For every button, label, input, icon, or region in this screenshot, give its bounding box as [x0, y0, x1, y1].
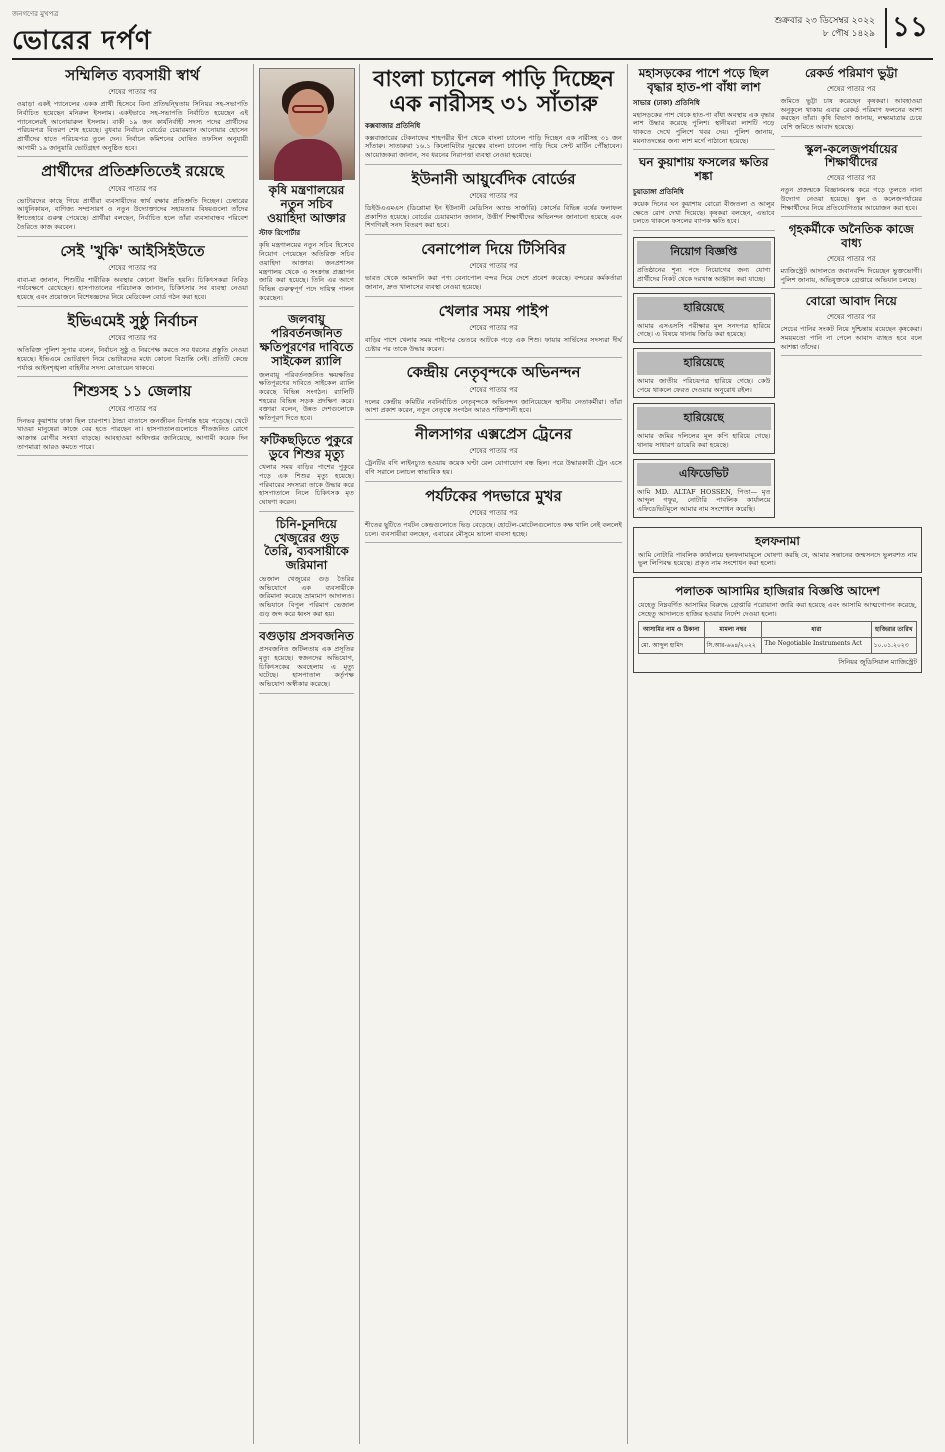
story-body: বাবা-মা জানান, শিশুটির শারীরিক অবস্থার কোনো উন্নতি হয়নি। চিকিৎসকরা নিবিড় পর্যবেক্ষণে রেখেছেন। হাসপাতালের পরিচালক জানান, চিকিৎসার সব ব্যবস্থা নেওয়া হয়েছে এবং প্রয়োজনে বিশেষজ্ঞদের নিয়ে মেডিকেল বোর্ড গঠন করা হবে। — [17, 275, 248, 302]
headline: ইভিএমেই সুষ্ঠু নির্বাচন — [67, 311, 198, 330]
story-body: ম্যাজিস্ট্রেট আদালতে জবানবন্দি দিয়েছেন ভুক্তভোগী। পুলিশ জানায়, অভিযুক্তকে গ্রেপ্তারে অভিযান চলছে। — [780, 266, 922, 284]
headline: ইউনানী আয়ুর্বেদিক বোর্ডের — [411, 169, 576, 188]
page-number: ১১ — [885, 8, 933, 48]
continuation: শেষের পাতার পর — [469, 191, 518, 200]
continuation: শেষের পাতার পর — [469, 323, 518, 332]
continuation: শেষের পাতার পর — [469, 508, 518, 517]
col4-right — [781, 64, 923, 523]
continuation: শেষের পাতার পর — [108, 404, 157, 413]
table-header: আসামির নাম ও ঠিকানা — [639, 622, 705, 638]
story-secretary — [259, 184, 354, 307]
story-body: শীতের ছুটিতে পর্যটন কেন্দ্রগুলোতে ভিড় বেড়েছে। হোটেল-মোটেলগুলোতে কক্ষ খালি নেই বললেই চলে। ব্যবসায়ীরা বলছেন, এবারের মৌসুমে ভালো ব্যবসা হচ্ছে। — [365, 520, 622, 538]
ad-title: এফিডেভিট — [637, 463, 771, 486]
continuation: শেষের পাতার পর — [108, 263, 157, 272]
story-cold — [17, 383, 248, 456]
table-row — [639, 638, 917, 654]
story-body: ভারত থেকে আমদানি করা পণ্য বেনাপোল বন্দর দিয়ে দেশে প্রবেশ করেছে। বন্দরের কর্মকর্তারা জানান, দ্রুত খালাসের ব্যবস্থা নেওয়া হয়েছে। — [365, 274, 622, 292]
story-business — [17, 67, 248, 157]
story-pipe — [365, 303, 622, 359]
headline: সম্মিলিত ব্যবসায়ী স্বার্থ — [65, 66, 200, 84]
headline: সেই 'খুকি' আইসিইউতে — [60, 241, 205, 260]
notice-signature: সিনিয়র জুডিসিয়াল ম্যাজিস্ট্রেট — [838, 658, 917, 667]
ad-body: প্রতিষ্ঠানের শূন্য পদে নিয়োগের জন্য যোগ্য প্রার্থীদের নিকট থেকে দরখাস্ত আহ্বান করা যাচ্ছে। — [637, 266, 771, 283]
table-header-row — [639, 622, 917, 638]
ad-halafnama — [633, 527, 922, 573]
story-students — [781, 143, 923, 218]
headline: রেকর্ড পরিমাণ ভুট্টা — [804, 66, 898, 80]
story-body: খেলার সময় বাড়ির পাশের পুকুরে পড়ে এক শিশুর মৃত্যু হয়েছে। পরিবারের সদস্যরা তাকে উদ্ধার করে হাসপাতালে নিলে চিকিৎসক মৃত ঘোষণা করেন। — [259, 463, 354, 507]
headline: শিশুসহ ১১ জেলায় — [73, 382, 192, 401]
story-body: জমিতে ভুট্টা চাষ করেছেন কৃষকরা। আবহাওয়া অনুকূলে থাকায় এবার রেকর্ড পরিমাণ ফলনের আশা করছেন তাঁরা। কৃষি বিভাগ জানায়, লক্ষ্যমাত্রার চেয়ে বেশি জমিতে আবাদ হয়েছে। — [780, 96, 922, 131]
headline: বাংলা চ্যানেল পাড়ি দিচ্ছেন এক নারীসহ ৩১ সাঁতারু — [373, 67, 614, 118]
masthead — [12, 8, 933, 60]
table-header: মামলা নম্বর — [704, 622, 762, 638]
ad-affidavit — [633, 459, 775, 518]
byline: চুয়াডাঙ্গা প্রতিনিধি — [633, 187, 684, 196]
table-cell: The Negotiable Instruments Act — [762, 638, 871, 654]
byline: সাভার (ঢাকা) প্রতিনিধি — [633, 97, 700, 107]
story-body: জলবায়ু পরিবর্তনজনিত ক্ষয়ক্ষতির ক্ষতিপূরণের দাবিতে সাইকেল র‍্যালি করেছে বিভিন্ন সংগঠন। র‍্যালিটি শহরের বিভিন্ন সড়ক প্রদক্ষিণ করে। বক্তারা বলেন, উন্নত দেশগুলোকে ক্ষতিপূরণ দিতে হবে। — [259, 370, 354, 423]
story-fog — [633, 156, 775, 231]
continuation: শেষের পাতার পর — [469, 262, 518, 271]
story-maize — [781, 67, 923, 137]
story-unani — [365, 171, 622, 235]
story-body: দলের কেন্দ্রীয় কমিটির নবনির্বাচিত নেতৃবৃন্দকে অভিনন্দন জানিয়েছেন স্থানীয় নেতাকর্মীরা। তাঁরা আশা প্রকাশ করেন, নতুন নেতৃত্বে সংগঠন আরও শক্তিশালী হবে। — [365, 397, 622, 415]
notice-body: যেহেতু নিম্নবর্ণিত আসামির বিরুদ্ধে গ্রেপ্তারি পরোয়ানা জারি করা হয়েছে এবং আসামি আত্মগোপন করেছে, সেহেতু আদালতে হাজির হওয়ার নির্দেশ দেওয়া হলো। — [638, 600, 917, 618]
headline: নীলসাগর এক্সপ্রেস ট্রেনের — [415, 425, 572, 444]
story-body: কয়েক দিনের ঘন কুয়াশায় বোরো বীজতলা ও আলুর ক্ষেতে রোগ দেখা দিয়েছে। কৃষকরা বলছেন, এভাবে চলতে থাকলে ফসলের ব্যাপক ক্ষতি হবে। — [633, 200, 775, 226]
story-body: মহাসড়কের পাশ থেকে হাত-পা বাঁধা অবস্থায় এক বৃদ্ধার লাশ উদ্ধার করেছে পুলিশ। স্থানীয়রা লাশটি পড়ে থাকতে দেখে পুলিশে খবর দেয়। পুলিশ জানায়, ময়নাতদন্তের জন্য লাশ মর্গে পাঠানো হয়েছে। — [633, 110, 775, 145]
headline: বেনাপোল দিয়ে টিসিবির — [421, 240, 566, 259]
continuation: শেষের পাতার পর — [469, 447, 518, 456]
date-bangla: ৮ পৌষ ১৪২৯ — [822, 29, 875, 39]
headline: কেন্দ্রীয় নেতৃবৃন্দকে অভিনন্দন — [406, 363, 581, 382]
story-housemaid — [781, 223, 923, 289]
headline: চিনি-চুনদিয়ে খেজুরের গুড় তৈরি, ব্যবসায়ীকে জরিমানা — [264, 516, 349, 573]
table-cell: ১০.০১.২০২৩ — [871, 638, 916, 654]
date-gregorian: শুক্রবার ২৩ ডিসেম্বর ২০২২ — [774, 16, 875, 27]
column-4 — [628, 64, 927, 1444]
column-3 — [360, 64, 628, 1444]
notice-title: পলাতক আসামির হাজিরার বিজ্ঞপ্তি আদেশ — [675, 584, 880, 599]
story-body: ডিইউএএমএস (ডিপ্লোমা ইন ইউনানী মেডিসিন অ্যান্ড সার্জারি) কোর্সের বিভিন্ন বর্ষের ফলাফল প্রকাশিত হয়েছে। বোর্ডের চেয়ারম্যান জানান, উত্তীর্ণ শিক্ষার্থীদের অভিনন্দন জানানো হয়েছে এবং শিগগিরই সনদ বিতরণ করা হবে। — [365, 203, 622, 230]
story-body: কক্সবাজারের টেকনাফের শাহপরীর দ্বীপ থেকে বাংলা চ্যানেল পাড়ি দিচ্ছেন এক নারীসহ ৩১ জন সাঁতারু। সাতারুরা ১৬.১ কিলোমিটার দূরত্বের বাংলা চ্যানেল পাড়ি দিয়ে সেন্ট মার্টিন পৌঁছাবেন। আয়োজকরা জানান, সব ধরনের নিরাপত্তা ব্যবস্থা নেওয়া হয়েছে। — [365, 133, 622, 159]
story-body: সেচের পানির সংকট নিয়ে দুশ্চিন্তায় রয়েছেন কৃষকেরা। সময়মতো পানি না পেলে আবাদ ব্যাহত হবে বলে আশঙ্কা তাঁদের। — [780, 325, 922, 351]
continuation: শেষের পাতার পর — [827, 84, 876, 93]
story-congrats — [365, 364, 622, 420]
story-evm — [17, 313, 248, 377]
story-drowning — [259, 434, 354, 512]
story-climate-rally — [259, 313, 354, 427]
story-body: ভোটারদের কাছে গিয়ে প্রার্থীরা ব্যবসায়ীদের স্বার্থ রক্ষার প্রতিশ্রুতি দিচ্ছেন। চেম্বারের আধুনিকায়ন, বাণিজ্য সম্প্রসারণ ও নতুন উদ্যোক্তাদের সহায়তার বিষয়গুলো তাঁদের ইশতেহারে গুরুত্ব পেয়েছে। প্রার্থীরা বলছেন, নির্বাচিত হলে তাঁরা ব্যবসাবান্ধব পরিবেশ তৈরিতে কাজ করবেন। — [17, 196, 248, 231]
story-body: নতুন প্রজন্মকে বিজ্ঞানমনস্ক করে গড়ে তুলতে নানা উদ্যোগ নেওয়া হয়েছে। স্কুল ও কলেজপর্যায়ের শিক্ষার্থীদের নিয়ে প্রতিযোগিতার আয়োজন করা হবে। — [780, 186, 922, 212]
ad-lost-1 — [633, 293, 775, 343]
ad-title: হলফনামা — [755, 533, 800, 548]
column-2 — [254, 64, 360, 1444]
continuation: শেষের পাতার পর — [827, 313, 876, 322]
table-header: ধারা — [762, 622, 871, 638]
ad-title: হারিয়েছে — [637, 407, 771, 430]
column-1 — [12, 64, 254, 1444]
continuation: শেষের পাতার পর — [469, 385, 518, 394]
headline: বগুড়ায় প্রসবজনিত — [259, 628, 354, 643]
story-body: দিনভর কুয়াশায় ঢাকা ছিল চারপাশ। ঠান্ডা বাতাসে জনজীবন বিপর্যস্ত হয়ে পড়েছে। খেটে খাওয়া মানুষেরা কাজে বের হতে পারছেন না। হাসপাতালগুলোতে শীতজনিত রোগে আক্রান্ত রোগীর সংখ্যা বাড়ছে। আবহাওয়া অধিদপ্তর জানিয়েছে, আগামী কয়েক দিন তাপমাত্রা আরও কমতে পারে। — [17, 416, 248, 451]
continuation: শেষের পাতার পর — [108, 88, 157, 97]
story-body: বাড়ির পাশে খেলার সময় পাইপের ভেতরে আটকে পড়ে এক শিশু। ফায়ার সার্ভিসের সদস্যরা দীর্ঘ চেষ্টার পর তাকে উদ্ধার করেন। — [365, 335, 622, 353]
headline: গৃহকর্মীকে অনৈতিক কাজে বাধ্য — [788, 222, 914, 251]
story-candidates — [17, 163, 248, 236]
ad-body: আমার জাতীয় পরিচয়পত্র হারিয়ে গেছে। কেউ পেয়ে থাকলে ফেরত দেওয়ার অনুরোধ রইল। — [637, 376, 771, 394]
story-icu — [17, 243, 248, 307]
ad-title: নিয়োগ বিজ্ঞপ্তি — [637, 241, 771, 264]
headline: কৃষি মন্ত্রণালয়ের নতুন সচিব ওয়াহিদা আক্তার — [267, 183, 346, 225]
ad-lost-3 — [633, 403, 775, 453]
portrait-photo — [259, 68, 355, 180]
headline: পর্যটকের পদভারে মুখর — [425, 486, 562, 505]
ad-body: আমার জমির দলিলের মূল কপি হারিয়ে গেছে। থানায় সাধারণ ডায়েরি করা হয়েছে। — [637, 432, 771, 450]
story-body-found — [633, 67, 775, 150]
masthead-left — [12, 8, 152, 64]
story-boro — [781, 295, 923, 356]
issue-date — [774, 15, 875, 40]
headline: জলবায়ু পরিবর্তনজনিত ক্ষতিপূরণের দাবিতে সাইকেল র‍্যালি — [259, 312, 354, 368]
table-cell: মো. আব্দুল হামিদ — [639, 638, 705, 654]
story-tourists — [365, 488, 622, 544]
headline: ফটিকছড়িতে পুকুরে ডুবে শিশুর মৃত্যু — [260, 432, 353, 461]
ad-title: হারিয়েছে — [637, 352, 771, 375]
story-benapole — [365, 241, 622, 297]
story-body: প্রসবজনিত জটিলতায় এক প্রসূতির মৃত্যু হয়েছে। স্বজনদের অভিযোগ, চিকিৎসকের অবহেলায় এ মৃত্যু ঘটেছে। হাসপাতাল কর্তৃপক্ষ অভিযোগ অস্বীকার করেছে। — [259, 645, 354, 689]
byline: কক্সবাজার প্রতিনিধি — [365, 120, 421, 130]
headline: প্রার্থীদের প্রতিশ্রুতিতেই রয়েছে — [41, 162, 224, 181]
story-body: কৃষি মন্ত্রণালয়ের নতুন সচিব হিসেবে নিয়োগ পেয়েছেন অতিরিক্ত সচিব ওয়াহিদা আক্তার। জনপ্রশাসন মন্ত্রণালয় থেকে এ সংক্রান্ত প্রজ্ঞাপন জারি করা হয়েছে। তিনি এর আগে বিভিন্ন গুরুত্বপূর্ণ পদে দায়িত্ব পালন করেছেন। — [259, 241, 354, 302]
table-header: হাজিরার তারিখ — [871, 622, 916, 638]
notice-table — [638, 621, 917, 654]
ad-lost-2 — [633, 348, 775, 398]
headline: বোরো আবাদ নিয়ে — [805, 294, 897, 309]
ad-body: আমি নোটারি পাবলিক কার্যালয়ে হলফনামামূলে ঘোষণা করছি যে, আমার সন্তানের জন্মসনদে ভুলবশত নাম ভুল লিপিবদ্ধ হয়েছে। প্রকৃত নাম সংশোধন করা হলো। — [638, 550, 917, 568]
byline: স্টাফ রিপোর্টার — [259, 228, 301, 238]
story-body: ট্রেনটির বগি লাইনচ্যুত হওয়ায় কয়েক ঘণ্টা রেল যোগাযোগ বন্ধ ছিল। পরে উদ্ধারকারী ট্রেন এসে বগি সরালে চলাচল স্বাভাবিক হয়। — [365, 459, 622, 476]
headline: মহাসড়কের পাশে পড়ে ছিল বৃদ্ধার হাত-পা বাঁধা লাশ — [638, 66, 769, 94]
continuation: শেষের পাতার পর — [108, 184, 157, 193]
continuation: শেষের পাতার পর — [108, 334, 157, 343]
columns — [12, 64, 933, 1444]
continuation: শেষের পাতার পর — [827, 254, 876, 263]
ad-body: আমি MD. ALTAF HOSSEN, পিতা— মৃত আব্দুল গফুর, নোটারি পাবলিক কার্যালয়ে এফিডেভিটমূলে আমার নাম সংশোধন করেছি। — [637, 487, 771, 514]
story-body: ভেজাল খেজুরের গুড় তৈরির অভিযোগে এক ব্যবসায়ীকে জরিমানা করেছে ভ্রাম্যমাণ আদালত। অভিযানে বিপুল পরিমাণ ভেজাল গুড় জব্দ করে ধ্বংস করা হয়। — [259, 575, 354, 618]
headline: ঘন কুয়াশায় ফসলের ক্ষতির শঙ্কা — [638, 155, 769, 184]
col4-left — [633, 64, 775, 523]
court-notice — [633, 577, 922, 673]
ad-body: আমার এসএসসি পরীক্ষার মূল সনদপত্র হারিয়ে গেছে। এ বিষয়ে থানায় জিডি করা হয়েছে। — [637, 321, 771, 339]
paper-logo: ভোরের দর্পণ — [12, 26, 152, 56]
table-cell: সি.আর-৬৬৪/২০২২ — [704, 638, 762, 654]
story-body: অতিরিক্ত পুলিশ সুপার বলেন, নির্বাচন সুষ্ঠু ও নিরপেক্ষ করতে সব ধরনের প্রস্তুতি নেওয়া হয়েছে। ইভিএমে ভোটগ্রহণ নিয়ে ভোটারদের মধ্যে কোনো বিভ্রান্তি নেই। প্রতিটি কেন্দ্রে পর্যাপ্ত আইনশৃঙ্খলা বাহিনীর সদস্য মোতায়েন থাকবে। — [17, 346, 248, 372]
masthead-right — [774, 8, 933, 48]
story-molasses — [259, 518, 354, 624]
headline: খেলার সময় পাইপ — [438, 301, 549, 320]
story-bogura — [259, 630, 354, 694]
story-train — [365, 426, 622, 482]
ad-recruitment — [633, 237, 775, 287]
ad-title: হারিয়েছে — [637, 297, 771, 320]
story-swimmers — [365, 67, 622, 165]
continuation: শেষের পাতার পর — [827, 174, 876, 183]
story-body: ওয়াড়া একই প্যানেলের একক প্রার্থী হিসেবে বিনা প্রতিদ্বন্দ্বিতায় সিনিয়র সহ-সভাপতি নির্বাচিত হয়েছেন মনিরুল ইসলাম। একইভাবে সহ-সভাপতি নির্বাচিত হয়েছেন এই প্যানেলেরই আনোয়ারুল ইসলাম। বাকী ১৯ জন কার্যনির্বাহী সদস্য পদের প্রার্থীদের পরিচয়পত্র বিতরণ শেষ হয়েছে। বুধবার নির্বাচন বোর্ডের চেয়ারম্যান আনোয়ার হোসেন প্রার্থীদের হাতে পরিচয়পত্র তুলে দেন। নির্বাচন কমিশনের ঘোষিত তফসিল অনুযায়ী আগামী ১৯ জানুয়ারি ভোটগ্রহণ অনুষ্ঠিত হবে। — [17, 100, 248, 152]
paper-tagline: জনগণের মুখপত্র — [12, 10, 59, 18]
headline: স্কুল-কলেজপর্যায়ের শিক্ষার্থীদের — [805, 141, 898, 170]
